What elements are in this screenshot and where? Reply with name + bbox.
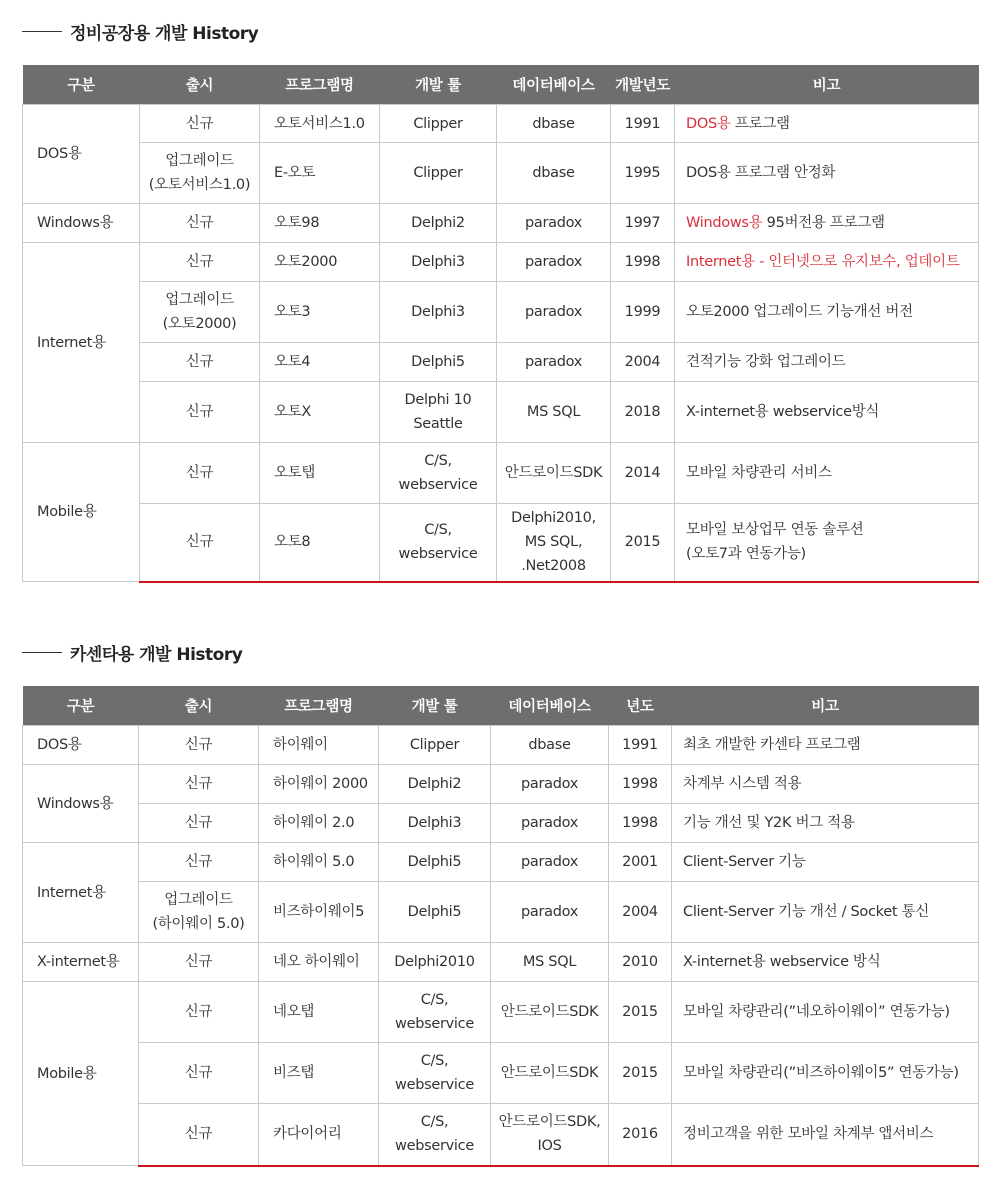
- group-cell: DOS용: [23, 105, 140, 204]
- note-text: 95버전용 프로그램: [762, 215, 885, 231]
- year-cell: 2004: [611, 343, 675, 382]
- db-cell: paradox: [491, 882, 609, 943]
- program-cell: 하이웨이 5.0: [259, 843, 379, 882]
- program-cell: 하이웨이: [259, 726, 379, 765]
- group-cell: DOS용: [23, 726, 139, 765]
- year-cell: 2014: [611, 443, 675, 504]
- release-cell: 신규: [139, 1043, 259, 1104]
- note-text: 정비고객을 위한 모바일 차계부 앱서비스: [683, 1126, 934, 1143]
- group-cell: Mobile용: [23, 982, 139, 1166]
- column-header: 프로그램명: [259, 686, 379, 726]
- tool-cell: Delphi2: [379, 765, 491, 804]
- db-cell: paradox: [497, 243, 611, 282]
- tool-cell: C/S, webservice: [380, 443, 497, 504]
- year-cell: 1998: [609, 804, 672, 843]
- note-cell: [675, 343, 979, 382]
- release-cell: 업그레이드 (하이웨이 5.0): [139, 882, 259, 943]
- table-row: [23, 726, 979, 765]
- tool-cell: Delphi2: [380, 204, 497, 243]
- group-cell: Windows용: [23, 765, 139, 843]
- table-row: [23, 1043, 979, 1104]
- tool-cell: Delphi5: [380, 343, 497, 382]
- program-cell: 오토3: [260, 282, 380, 343]
- history-table-carcenter: [22, 686, 979, 1167]
- section-title-text: 정비공장용 개발 History: [70, 24, 259, 44]
- note-cell: [675, 143, 979, 204]
- tool-cell: Delphi5: [379, 882, 491, 943]
- year-cell: 1999: [611, 282, 675, 343]
- note-highlight: DOS용: [686, 115, 731, 132]
- year-cell: 1998: [611, 243, 675, 282]
- program-cell: 네오 하이웨이: [259, 943, 379, 982]
- table-header: [23, 65, 979, 105]
- year-cell: 1998: [609, 765, 672, 804]
- db-cell: 안드로이드SDK, IOS: [491, 1104, 609, 1166]
- column-header: 비고: [675, 65, 979, 105]
- program-cell: E-오토: [260, 143, 380, 204]
- column-header: 개발 툴: [379, 686, 491, 726]
- table-row: [23, 443, 979, 504]
- group-cell: Mobile용: [23, 443, 140, 582]
- table-row: [23, 504, 979, 582]
- year-cell: 1991: [611, 105, 675, 143]
- table-header: [23, 686, 979, 726]
- note-cell: [675, 382, 979, 443]
- release-cell: 신규: [140, 105, 260, 143]
- section-title-text: 카센타용 개발 History: [70, 645, 243, 665]
- release-cell: 신규: [139, 1104, 259, 1166]
- release-cell: 신규: [139, 804, 259, 843]
- year-cell: 2010: [609, 943, 672, 982]
- note-text: X-internet용 webservice방식: [686, 404, 880, 420]
- db-cell: MS SQL: [491, 943, 609, 982]
- year-cell: 2004: [609, 882, 672, 943]
- year-cell: 1995: [611, 143, 675, 204]
- note-text: 모바일 차량관리(”비즈하이웨이5” 연동가능): [683, 1065, 959, 1081]
- tool-cell: Delphi 10 Seattle: [380, 382, 497, 443]
- db-cell: MS SQL: [497, 382, 611, 443]
- note-cell: [672, 882, 979, 943]
- note-cell: [672, 843, 979, 882]
- release-cell: 신규: [139, 726, 259, 765]
- program-cell: 하이웨이 2.0: [259, 804, 379, 843]
- db-cell: paradox: [491, 843, 609, 882]
- title-rule: [22, 31, 62, 32]
- db-cell: Delphi2010, MS SQL, .Net2008: [497, 504, 611, 582]
- group-cell: Internet용: [23, 243, 140, 443]
- table-row: [23, 1104, 979, 1166]
- tool-cell: Delphi3: [380, 282, 497, 343]
- db-cell: 안드로이드SDK: [491, 982, 609, 1043]
- release-cell: 업그레이드 (오토2000): [140, 282, 260, 343]
- release-cell: 신규: [140, 443, 260, 504]
- column-header: 구분: [23, 686, 139, 726]
- db-cell: 안드로이드SDK: [497, 443, 611, 504]
- note-cell: [675, 443, 979, 504]
- db-cell: 안드로이드SDK: [491, 1043, 609, 1104]
- release-cell: 신규: [139, 943, 259, 982]
- note-text: Client-Server 기능 개선 / Socket 통신: [683, 904, 929, 920]
- db-cell: dbase: [497, 105, 611, 143]
- note-highlight: Windows용: [686, 215, 763, 231]
- column-header: 데이터베이스: [497, 65, 611, 105]
- release-cell: 업그레이드 (오토서비스1.0): [140, 143, 260, 204]
- column-header: 출시: [139, 686, 259, 726]
- section-title-garage: [22, 19, 258, 44]
- year-cell: 2016: [609, 1104, 672, 1166]
- note-highlight: Internet용 - 인터넷으로 유지보수, 업데이트: [686, 254, 960, 270]
- note-cell: [675, 105, 979, 143]
- release-cell: 신규: [139, 982, 259, 1043]
- tool-cell: Clipper: [379, 726, 491, 765]
- note-cell: [672, 1043, 979, 1104]
- table-row: [23, 343, 979, 382]
- table-row: [23, 943, 979, 982]
- note-text: Client-Server 기능: [683, 854, 806, 870]
- tool-cell: C/S, webservice: [379, 1043, 491, 1104]
- year-cell: 1997: [611, 204, 675, 243]
- table-row: [23, 243, 979, 282]
- db-cell: paradox: [497, 282, 611, 343]
- program-cell: 하이웨이 2000: [259, 765, 379, 804]
- year-cell: 2015: [609, 1043, 672, 1104]
- history-table-garage: [22, 65, 979, 583]
- year-cell: 2001: [609, 843, 672, 882]
- column-header: 데이터베이스: [491, 686, 609, 726]
- year-cell: 2015: [609, 982, 672, 1043]
- tool-cell: C/S, webservice: [380, 504, 497, 582]
- column-header: 구분: [23, 65, 140, 105]
- program-cell: 비즈탭: [259, 1043, 379, 1104]
- tool-cell: C/S, webservice: [379, 982, 491, 1043]
- note-text: 최초 개발한 카센타 프로그램: [683, 737, 861, 753]
- db-cell: dbase: [491, 726, 609, 765]
- db-cell: dbase: [497, 143, 611, 204]
- group-cell: X-internet용: [23, 943, 139, 982]
- release-cell: 신규: [139, 843, 259, 882]
- note-text: 프로그램: [730, 115, 790, 132]
- program-cell: 오토탭: [260, 443, 380, 504]
- table-row: [23, 982, 979, 1043]
- release-cell: 신규: [140, 343, 260, 382]
- year-cell: 2015: [611, 504, 675, 582]
- column-header: 비고: [672, 686, 979, 726]
- note-text: 모바일 차량관리(”네오하이웨이” 연동가능): [683, 1004, 950, 1020]
- note-cell: [675, 204, 979, 243]
- tool-cell: Clipper: [380, 143, 497, 204]
- table-row: [23, 282, 979, 343]
- tool-cell: C/S, webservice: [379, 1104, 491, 1166]
- table-row: [23, 843, 979, 882]
- table-row: [23, 105, 979, 143]
- note-cell: [675, 282, 979, 343]
- note-text: 모바일 차량관리 서비스: [686, 465, 832, 481]
- note-text: 오토2000 업그레이드 기능개선 버전: [686, 304, 913, 320]
- note-text: 기능 개선 및 Y2K 버그 적용: [683, 815, 855, 831]
- note-text: 모바일 보상업무 연동 솔루션 (오토7과 연동가능): [686, 522, 864, 563]
- note-text: 견적기능 강화 업그레이드: [686, 354, 846, 370]
- release-cell: 신규: [140, 382, 260, 443]
- note-cell: [675, 504, 979, 582]
- program-cell: 오토8: [260, 504, 380, 582]
- program-cell: 오토서비스1.0: [260, 105, 380, 143]
- title-rule: [22, 652, 62, 653]
- db-cell: paradox: [497, 343, 611, 382]
- column-header: 개발년도: [611, 65, 675, 105]
- db-cell: paradox: [491, 804, 609, 843]
- program-cell: 카다이어리: [259, 1104, 379, 1166]
- note-cell: [672, 1104, 979, 1166]
- note-cell: [675, 243, 979, 282]
- tool-cell: Delphi3: [379, 804, 491, 843]
- year-cell: 2018: [611, 382, 675, 443]
- group-cell: Internet용: [23, 843, 139, 943]
- year-cell: 1991: [609, 726, 672, 765]
- release-cell: 신규: [140, 204, 260, 243]
- column-header: 개발 툴: [380, 65, 497, 105]
- column-header: 출시: [140, 65, 260, 105]
- program-cell: 네오탭: [259, 982, 379, 1043]
- note-cell: [672, 804, 979, 843]
- release-cell: 신규: [140, 243, 260, 282]
- column-header: 년도: [609, 686, 672, 726]
- section-title-carcenter: [22, 640, 242, 665]
- note-text: X-internet용 webservice 방식: [683, 954, 881, 970]
- db-cell: paradox: [497, 204, 611, 243]
- release-cell: 신규: [140, 504, 260, 582]
- program-cell: 오토4: [260, 343, 380, 382]
- program-cell: 비즈하이웨이5: [259, 882, 379, 943]
- tool-cell: Delphi5: [379, 843, 491, 882]
- tool-cell: Clipper: [380, 105, 497, 143]
- group-cell: Windows용: [23, 204, 140, 243]
- note-text: DOS용 프로그램 안정화: [686, 165, 836, 181]
- program-cell: 오토2000: [260, 243, 380, 282]
- table-row: [23, 765, 979, 804]
- note-cell: [672, 765, 979, 804]
- table-row: [23, 204, 979, 243]
- table-row: [23, 382, 979, 443]
- program-cell: 오토98: [260, 204, 380, 243]
- note-text: 차계부 시스템 적용: [683, 776, 802, 792]
- table-row: [23, 882, 979, 943]
- db-cell: paradox: [491, 765, 609, 804]
- table-row: [23, 143, 979, 204]
- program-cell: 오토X: [260, 382, 380, 443]
- note-cell: [672, 943, 979, 982]
- column-header: 프로그램명: [260, 65, 380, 105]
- table-row: [23, 804, 979, 843]
- tool-cell: Delphi2010: [379, 943, 491, 982]
- note-cell: [672, 726, 979, 765]
- note-cell: [672, 982, 979, 1043]
- tool-cell: Delphi3: [380, 243, 497, 282]
- release-cell: 신규: [139, 765, 259, 804]
